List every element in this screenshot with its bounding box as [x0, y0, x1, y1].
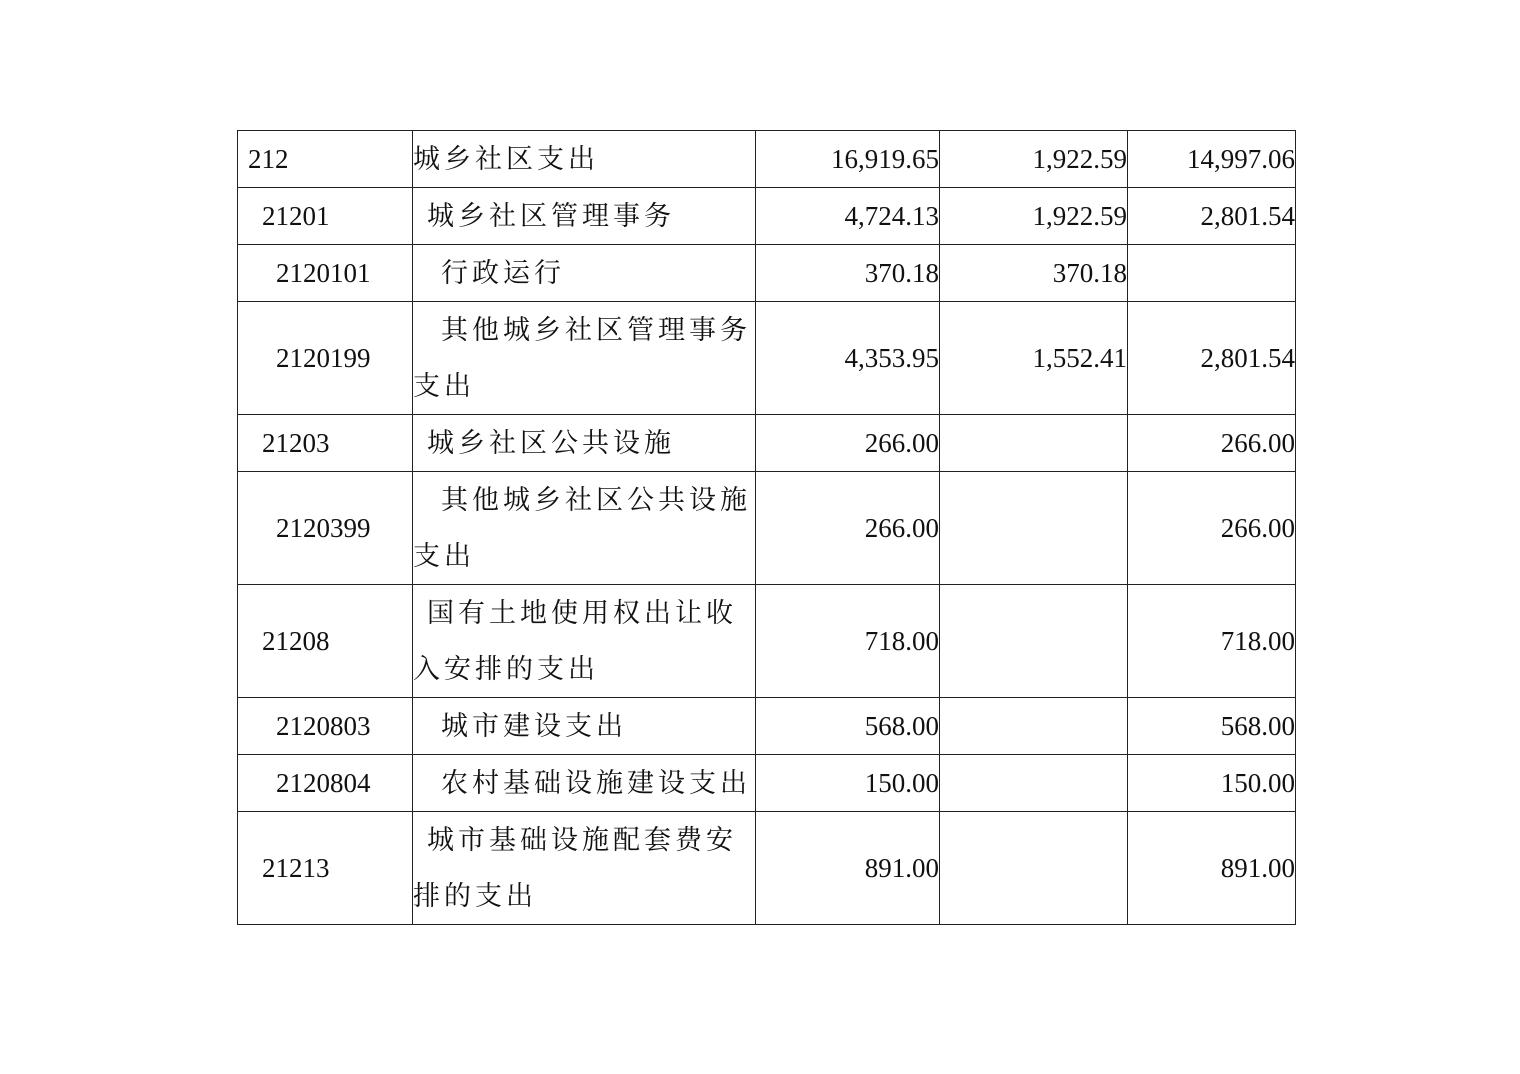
subject-name-cell [413, 302, 756, 415]
subject-code-cell: 21208 [238, 585, 413, 698]
table-row [238, 188, 1296, 245]
total-amount-cell: 4,353.95 [756, 302, 940, 415]
table-row [238, 472, 1296, 585]
total-amount-cell: 16,919.65 [756, 131, 940, 188]
project-expenditure-cell: 266.00 [1128, 415, 1296, 472]
subject-name: 其他城乡社区管理事务支出 [413, 315, 751, 401]
table-body [238, 131, 1296, 925]
subject-name: 行政运行 [441, 258, 565, 288]
subject-name-cell [413, 415, 756, 472]
project-expenditure-cell: 2,801.54 [1128, 188, 1296, 245]
basic-expenditure-cell [940, 415, 1128, 472]
basic-expenditure-cell [940, 585, 1128, 698]
subject-code-cell: 2120199 [238, 302, 413, 415]
subject-name-cell [413, 585, 756, 698]
project-expenditure-cell: 718.00 [1128, 585, 1296, 698]
table-row [238, 698, 1296, 755]
subject-code-cell: 2120101 [238, 245, 413, 302]
subject-code-cell: 2120399 [238, 472, 413, 585]
table-row [238, 415, 1296, 472]
basic-expenditure-cell [940, 812, 1128, 925]
subject-name-cell [413, 755, 756, 812]
table-row [238, 302, 1296, 415]
total-amount-cell: 4,724.13 [756, 188, 940, 245]
table-row [238, 131, 1296, 188]
subject-name-cell [413, 812, 756, 925]
subject-name-cell [413, 472, 756, 585]
basic-expenditure-cell: 1,552.41 [940, 302, 1128, 415]
subject-name: 城市建设支出 [441, 711, 627, 741]
project-expenditure-cell: 568.00 [1128, 698, 1296, 755]
subject-code-cell: 212 [238, 131, 413, 188]
subject-name: 农村基础设施建设支出 [441, 768, 751, 798]
total-amount-cell: 370.18 [756, 245, 940, 302]
basic-expenditure-cell: 1,922.59 [940, 188, 1128, 245]
total-amount-cell: 568.00 [756, 698, 940, 755]
subject-name: 国有土地使用权出让收入安排的支出 [413, 598, 737, 684]
subject-code-cell: 21213 [238, 812, 413, 925]
total-amount-cell: 266.00 [756, 472, 940, 585]
basic-expenditure-cell: 1,922.59 [940, 131, 1128, 188]
project-expenditure-cell: 891.00 [1128, 812, 1296, 925]
basic-expenditure-cell [940, 472, 1128, 585]
subject-name-cell [413, 698, 756, 755]
project-expenditure-cell: 14,997.06 [1128, 131, 1296, 188]
subject-name: 城乡社区支出 [413, 144, 599, 174]
total-amount-cell: 718.00 [756, 585, 940, 698]
project-expenditure-cell: 150.00 [1128, 755, 1296, 812]
basic-expenditure-cell [940, 698, 1128, 755]
total-amount-cell: 150.00 [756, 755, 940, 812]
total-amount-cell: 266.00 [756, 415, 940, 472]
subject-name: 城乡社区管理事务 [427, 201, 675, 231]
table-row [238, 245, 1296, 302]
project-expenditure-cell: 266.00 [1128, 472, 1296, 585]
project-expenditure-cell [1128, 245, 1296, 302]
subject-name: 城市基础设施配套费安排的支出 [413, 825, 737, 911]
subject-name-cell [413, 245, 756, 302]
subject-name-cell [413, 131, 756, 188]
table-row [238, 755, 1296, 812]
subject-code-cell: 2120803 [238, 698, 413, 755]
subject-code-cell: 2120804 [238, 755, 413, 812]
table-row [238, 812, 1296, 925]
basic-expenditure-cell [940, 755, 1128, 812]
subject-code-cell: 21203 [238, 415, 413, 472]
subject-code-cell: 21201 [238, 188, 413, 245]
subject-name: 城乡社区公共设施 [427, 428, 675, 458]
subject-name-cell [413, 188, 756, 245]
basic-expenditure-cell: 370.18 [940, 245, 1128, 302]
project-expenditure-cell: 2,801.54 [1128, 302, 1296, 415]
expenditure-table [237, 130, 1296, 925]
table-row [238, 585, 1296, 698]
subject-name: 其他城乡社区公共设施支出 [413, 485, 751, 571]
total-amount-cell: 891.00 [756, 812, 940, 925]
